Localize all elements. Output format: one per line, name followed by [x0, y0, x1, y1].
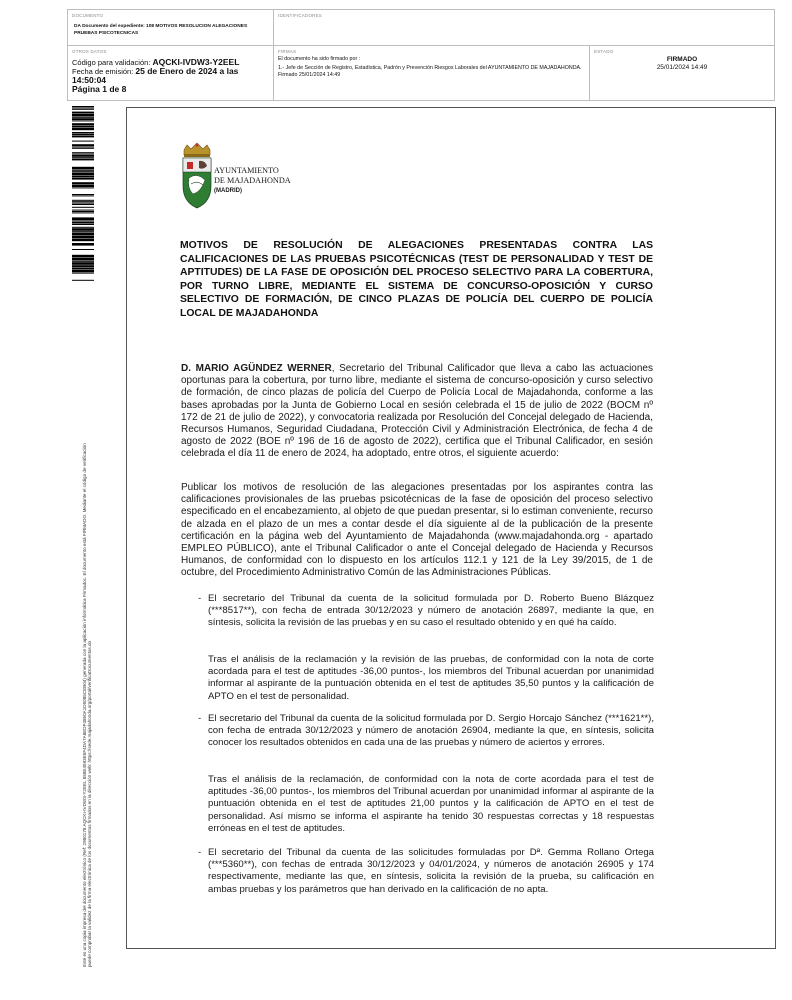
- item-request: El secretario del Tribunal da cuenta de las solicitudes formuladas por Dª. Gemma Rollano Ortega (***5360**), con fechas de entrada 30/12/2023 y 04/01/2024, y números de anotación 26905 y 174 respectivamente, mediante las que, en síntesis, solicita la revisión de la prueba, su calificación en ambas pruebas y los parámetros que han derivado en la calificación de no apta.: [208, 847, 654, 895]
- estado-value: FIRMADO: [666, 56, 698, 63]
- fecha-label: Fecha de emisión:: [72, 67, 134, 76]
- list-bullet: -: [198, 713, 202, 724]
- document-metadata-header: [67, 9, 775, 101]
- page-counter: Página 1 de 8: [72, 84, 127, 94]
- intro-paragraph: [181, 363, 653, 461]
- barcode-icon: [72, 106, 94, 282]
- firmas-text: 1.- Jefe de Sección de Registro, Estadística, Padrón y Prevención Riesgos Laborales del AYUNTAMIENTO DE MAJADAHONDA. Firmado 25/01/2024 14:49: [278, 64, 582, 78]
- coat-of-arms-icon: [179, 142, 215, 210]
- verification-line-2: puede comprobar la validez de la firma electrónica de los documentos firmados en la dirección web: https://sede.majadahonda.org/portal/verificaDocumentos.do: [87, 640, 93, 967]
- item-request: El secretario del Tribunal da cuenta de la solicitud formulada por D. Roberto Bueno Blázquez (***8517**), con fecha de entrada 30/12/2023 y número de anotación 26897, mediante la que, en síntesis, solicita la revisión de las pruebas y en su caso el resultado obtenido y en qué ha caído.: [208, 593, 654, 629]
- estado-cell: [590, 46, 774, 100]
- item-resolution: Tras el análisis de la reclamación y la revisión de las pruebas, de conformidad con la nota de corte acordada para el test de aptitudes -36,00 puntos-, los miembros del Tribunal acuerdan por unanimidad informar al aspirante de la puntuación obtenida en el test de aptitudes 35,50 puntos y la calificación de APTO en el test de personalidad.: [208, 654, 654, 702]
- verification-line-1: Este es una copia impresa del documento electrónico (Ref: 2980178 AQCKI-IVDW3-Y2EEL 858E4593E5F4DA7A8EDF4850A1D5085CEB04) generada con la aplicación informática Firmadoc. El documento está FIRMADO. Mediante el código de verificación: [82, 443, 87, 967]
- item-resolution: Tras el análisis de la reclamación, de conformidad con la nota de corte acordada para el test de aptitudes -36,00 puntos-, los miembros del Tribunal acuerdan por unanimidad informar al aspirante de la puntuación obtenida en el test de aptitudes 21,00 puntos y la calificación de APTO en el test de personalidad. Así mismo se informa el aspirante ha tenido 30 respuestas correctas y 18 respuestas erróneas en el test de aptitudes.: [208, 774, 654, 834]
- list-bullet: -: [198, 593, 202, 604]
- documento-label: DOCUMENTO: [72, 13, 104, 18]
- firmas-label: FIRMAS: [278, 49, 297, 54]
- fecha-value: 25 de Enero de 2024 a las 14:50:04: [72, 66, 239, 85]
- publish-paragraph: Publicar los motivos de resolución de las alegaciones presentadas por los aspirantes contra las calificaciones provisionales de las pruebas psicotécnicas de la fase de oposición del proceso selectivo especificado en el encabezamiento, al objeto de que puedan presentar, si lo estiman conveniente, recurso de alzada en el plazo de un mes a contar desde el día siguiente al de la publicación de la presente certificación en la página web del Ayuntamiento de Majadahonda (www.majadahonda.org - apartado EMPLEO PÚBLICO), ante el Tribunal Calificador o ante el Concejal delegado de Hacienda y Recursos Humanos, de conformidad con lo dispuesto en los artículos 112.1 y 121 de la Ley 39/2015, de 1 de octubre, del Procedimiento Administrativo Común de las Administraciones Públicas.: [181, 482, 653, 579]
- firmas-intro: El documento ha sido firmado por :: [278, 56, 361, 62]
- documento-cell: [68, 10, 274, 46]
- list-item: [199, 593, 654, 630]
- identificadores-label: IDENTIFICADORES: [278, 13, 323, 18]
- documento-value: DA Documento del expediente: 108 MOTIVOS RESOLUCION ALEGACIONES PRUEBAS PSICOTECNICAS: [74, 24, 248, 36]
- list-item: [199, 847, 654, 896]
- otros-datos-label: OTROS DATOS: [72, 49, 107, 54]
- secretary-name: D. MARIO AGÜNDEZ WERNER: [181, 363, 332, 374]
- verification-side-text: [82, 277, 100, 967]
- otros-datos-cell: [68, 46, 274, 100]
- identificadores-cell: [274, 10, 774, 46]
- estado-date: 25/01/2024 14:49: [656, 64, 708, 71]
- item-request: El secretario del Tribunal da cuenta de la solicitud formulada por D. Sergio Horcajo Sánchez (***1621**), con fecha de entrada 30/12/2023 y número de anotación 26904, mediante la que, en síntesis, solicita conocer los resultados obtenidos en cada una de las pruebas y número de aciertos y errores.: [208, 713, 654, 749]
- ayuntamiento-name: [214, 166, 291, 196]
- codigo-validacion: [72, 58, 269, 94]
- firmas-cell: [274, 46, 590, 100]
- ayuntamiento-line-1: AYUNTAMIENTO: [214, 166, 279, 175]
- codigo-label: Código para validación:: [72, 58, 151, 67]
- intro-text: , Secretario del Tribunal Calificador que lleva a cabo las actuaciones oportunas para la cobertura, por turno libre, mediante el sistema de concurso-oposición y curso selectivo de formación, de cinco plazas de policía del Cuerpo de Policía Local de Majadahonda, conforme a las bases aprobadas por la Junta de Gobierno Local en sesión celebrada el 15 de julio de 2022 (BOCM nº 172 de 21 de julio de 2022), y convocatoria realizada por Resolución del Concejal delegado de Hacienda, Recursos Humanos, Seguridad Ciudadana, Protección Civil y Administración Electrónica, de fecha 4 de agosto de 2022 (BOE nº 196 de 16 de agosto de 2022), certifica que el Tribunal Calificador, en sesión celebrada el día 11 de enero de 2024, ha adoptado, entre otros, el siguiente acuerdo:: [181, 363, 653, 460]
- item-resolution-block: [199, 774, 654, 835]
- estado-label: ESTADO: [594, 49, 614, 54]
- list-item: [199, 713, 654, 750]
- ayuntamiento-line-2: DE MAJADAHONDA: [214, 176, 291, 185]
- ayuntamiento-line-3: (MADRID): [214, 188, 242, 194]
- document-title: MOTIVOS DE RESOLUCIÓN DE ALEGACIONES PRESENTADAS CONTRA LAS CALIFICACIONES DE LAS PRUEBAS PSICOTÉCNICAS (TEST DE PERSONALIDAD Y TEST DE APTITUDES) DE LA FASE DE OPOSICIÓN DEL PROCESO SELECTIVO PARA LA COBERTURA, POR TURNO LIBRE, MEDIANTE EL SISTEMA DE CONCURSO-OPOSICIÓN Y CURSO SELECTIVO DE FORMACIÓN, DE CINCO PLAZAS DE POLICÍA DEL CUERPO DE POLICÍA LOCAL DE MAJADAHONDA: [180, 240, 653, 319]
- codigo-value[interactable]: AQCKI-IVDW3-Y2EEL: [152, 57, 240, 67]
- item-resolution-block: [199, 654, 654, 703]
- list-bullet: -: [198, 847, 202, 858]
